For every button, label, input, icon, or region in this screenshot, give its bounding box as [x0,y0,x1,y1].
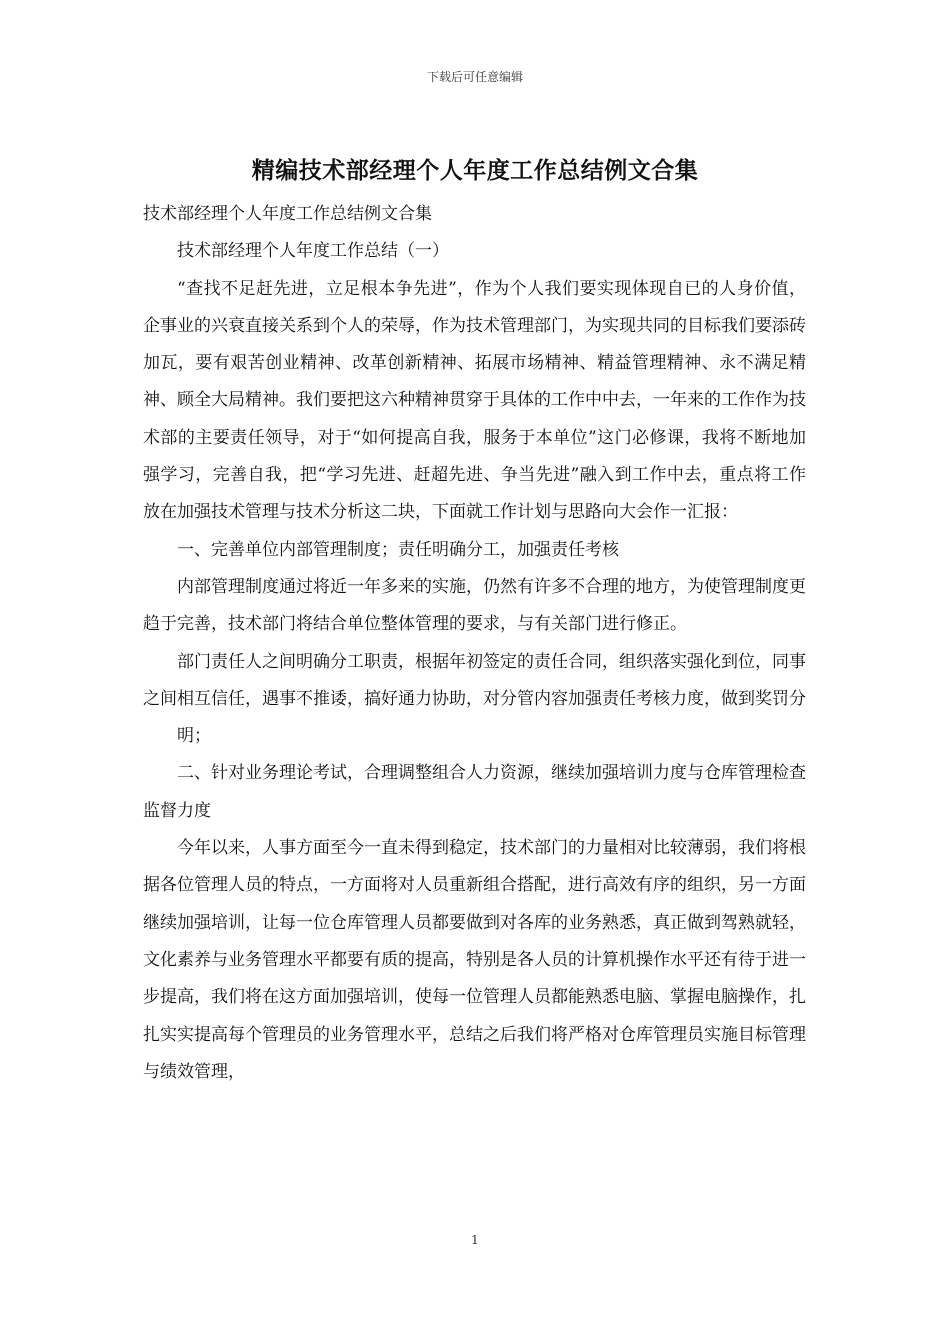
paragraph-heading-one: 一、完善单位内部管理制度；责任明确分工，加强责任考核 [177,539,619,560]
document-body [143,196,806,1091]
paragraph-intro: “查找不足赶先进，立足根本争先进”，作为个人我们要实现体现自已的人身价值，企事业的兴衰直接关系到个人的荣辱，作为技术管理部门，为实现共同的目标我们要添砖加瓦，要有艰苦创业精神、改革创新精神、拓展市场精神、精益管理精神、永不满足精神、顾全大局精神。我们要把这六种精神贯穿于具体的工作中中去，一年来的工作作为技术部的主要责任领导，对于“如何提高自我，服务于本单位”这门必修课，我将不断地加强学习，完善自我，把“学习先进、赶超先进、争当先进”融入到工作中去，重点将工作放在加强技术管理与技术分析这二块，下面就工作计划与思路向大会作一汇报： [143,278,806,523]
page-number: 1 [471,1233,479,1247]
paragraph-body: 内部管理制度通过将近一年多来的实施，仍然有许多不合理的地方，为使管理制度更趋于完善，技术部门将结合单位整体管理的要求，与有关部门进行修正。 [143,576,806,635]
paragraph-section-heading: 技术部经理个人年度工作总结（一） [177,241,449,262]
header-note: 下载后可任意编辑 [426,70,523,84]
paragraph-body: 今年以来，人事方面至今一直未得到稳定，技术部门的力量相对比较薄弱，我们将根据各位管理人员的特点，一方面将对人员重新组合搭配，进行高效有序的组织，另一方面继续加强培训，让每一位仓库管理人员都要做到对各库的业务熟悉，真正做到驾熟就轻，文化素养与业务管理水平都要有质的提高，特别是各人员的计算机操作水平还有待于进一步提高，我们将在这方面加强培训，使每一位管理人员都能熟悉电脑、掌握电脑操作，扎扎实实提高每个管理员的业务管理水平，总结之后我们将严格对仓库管理员实施目标管理与绩效管理， [143,838,806,1082]
document-title: 精编技术部经理个人年度工作总结例文合集 [251,157,699,184]
paragraph-body: 部门责任人之间明确分工职责，根据年初签定的责任合同，组织落实强化到位，同事之间相互信任，遇事不推诿，搞好通力协助，对分管内容加强责任考核力度，做到奖罚分 [143,651,806,709]
paragraph-heading-two: 二、针对业务理论考试，合理调整组合人力资源，继续加强培训力度与仓库管理检查监督力度 [143,763,806,821]
paragraph-subtitle: 技术部经理个人年度工作总结例文合集 [143,204,432,224]
paragraph-body: 明； [177,726,211,747]
